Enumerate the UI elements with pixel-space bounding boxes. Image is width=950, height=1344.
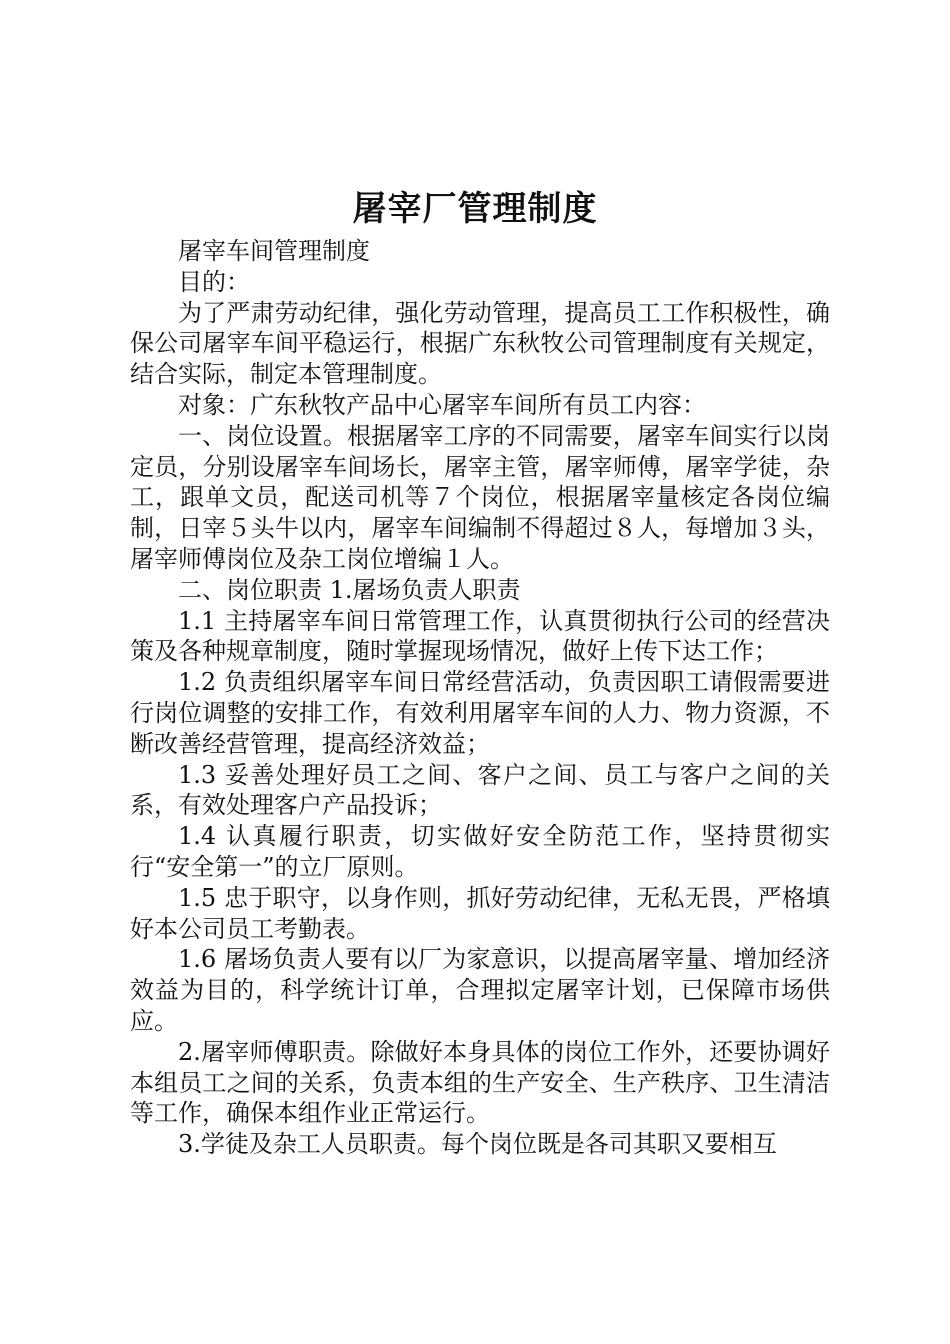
section-2-heading: 二、岗位职责 1.屠场负责人职责 xyxy=(178,575,521,604)
duty-1-5: 1.5 忠于职守，以身作则，抓好劳动纪律，无私无畏，严格填好本公司员工考勤表。 xyxy=(130,883,830,943)
duty-1-2: 1.2 负责组织屠宰车间日常经营活动，负责因职工请假需要进行岗位调整的安排工作，有效利用屠宰车间的人力、物力资源，不断改善经营管理，提高经济效益； xyxy=(130,668,830,758)
document-body xyxy=(130,236,830,1160)
duty-1-4: 1.4 认真履行职责，切实做好安全防范工作，坚持贯彻实行“安全第一”的立厂原则。 xyxy=(130,822,830,881)
document-title: 屠宰厂管理制度 xyxy=(352,189,598,229)
purpose-paragraph: 为了严肃劳动纪律，强化劳动管理，提高员工工作积极性，确保公司屠宰车间平稳运行，根据广东秋牧公司管理制度有关规定，结合实际，制定本管理制度。 xyxy=(130,298,830,389)
duty-2-butcher: 2.屠宰师傅职责。除做好本身具体的岗位工作外，还要协调好本组员工之间的关系，负责本组的生产安全、生产秩序、卫生清洁等工作，确保本组作业正常运行。 xyxy=(130,1037,830,1128)
section-1-positions: 一、岗位设置。根据屠宰工序的不同需要，屠宰车间实行以岗定员，分别设屠宰车间场长，屠宰主管，屠宰师傅，屠宰学徒，杂工，跟单文员，配送司机等７个岗位，根据屠宰量核定各岗位编制，日宰５头牛以内，屠宰车间编制不得超过８人，每增加３头，屠宰师傅岗位及杂工岗位增编１人。 xyxy=(130,421,830,573)
duty-1-1: 1.1 主持屠宰车间日常管理工作，认真贯彻执行公司的经营决策及各种规章制度，随时掌握现场情况，做好上传下达工作； xyxy=(130,606,830,666)
duty-1-3: 1.3 妥善处理好员工之间、客户之间、员工与客户之间的关系，有效处理客户产品投诉； xyxy=(130,760,830,820)
duty-3-apprentice: 3.学徒及杂工人员职责。每个岗位既是各司其职又要相互 xyxy=(178,1130,777,1159)
duty-1-6: 1.6 屠场负责人要有以厂为家意识，以提高屠宰量、增加经济效益为目的，科学统计订单，合理拟定屠宰计划，已保障市场供应。 xyxy=(130,945,830,1035)
subheading-workshop-rules: 屠宰车间管理制度 xyxy=(178,237,370,265)
scope-paragraph: 对象：广东秋牧产品中心屠宰车间所有员工内容： xyxy=(178,390,706,419)
purpose-label: 目的： xyxy=(178,267,250,296)
